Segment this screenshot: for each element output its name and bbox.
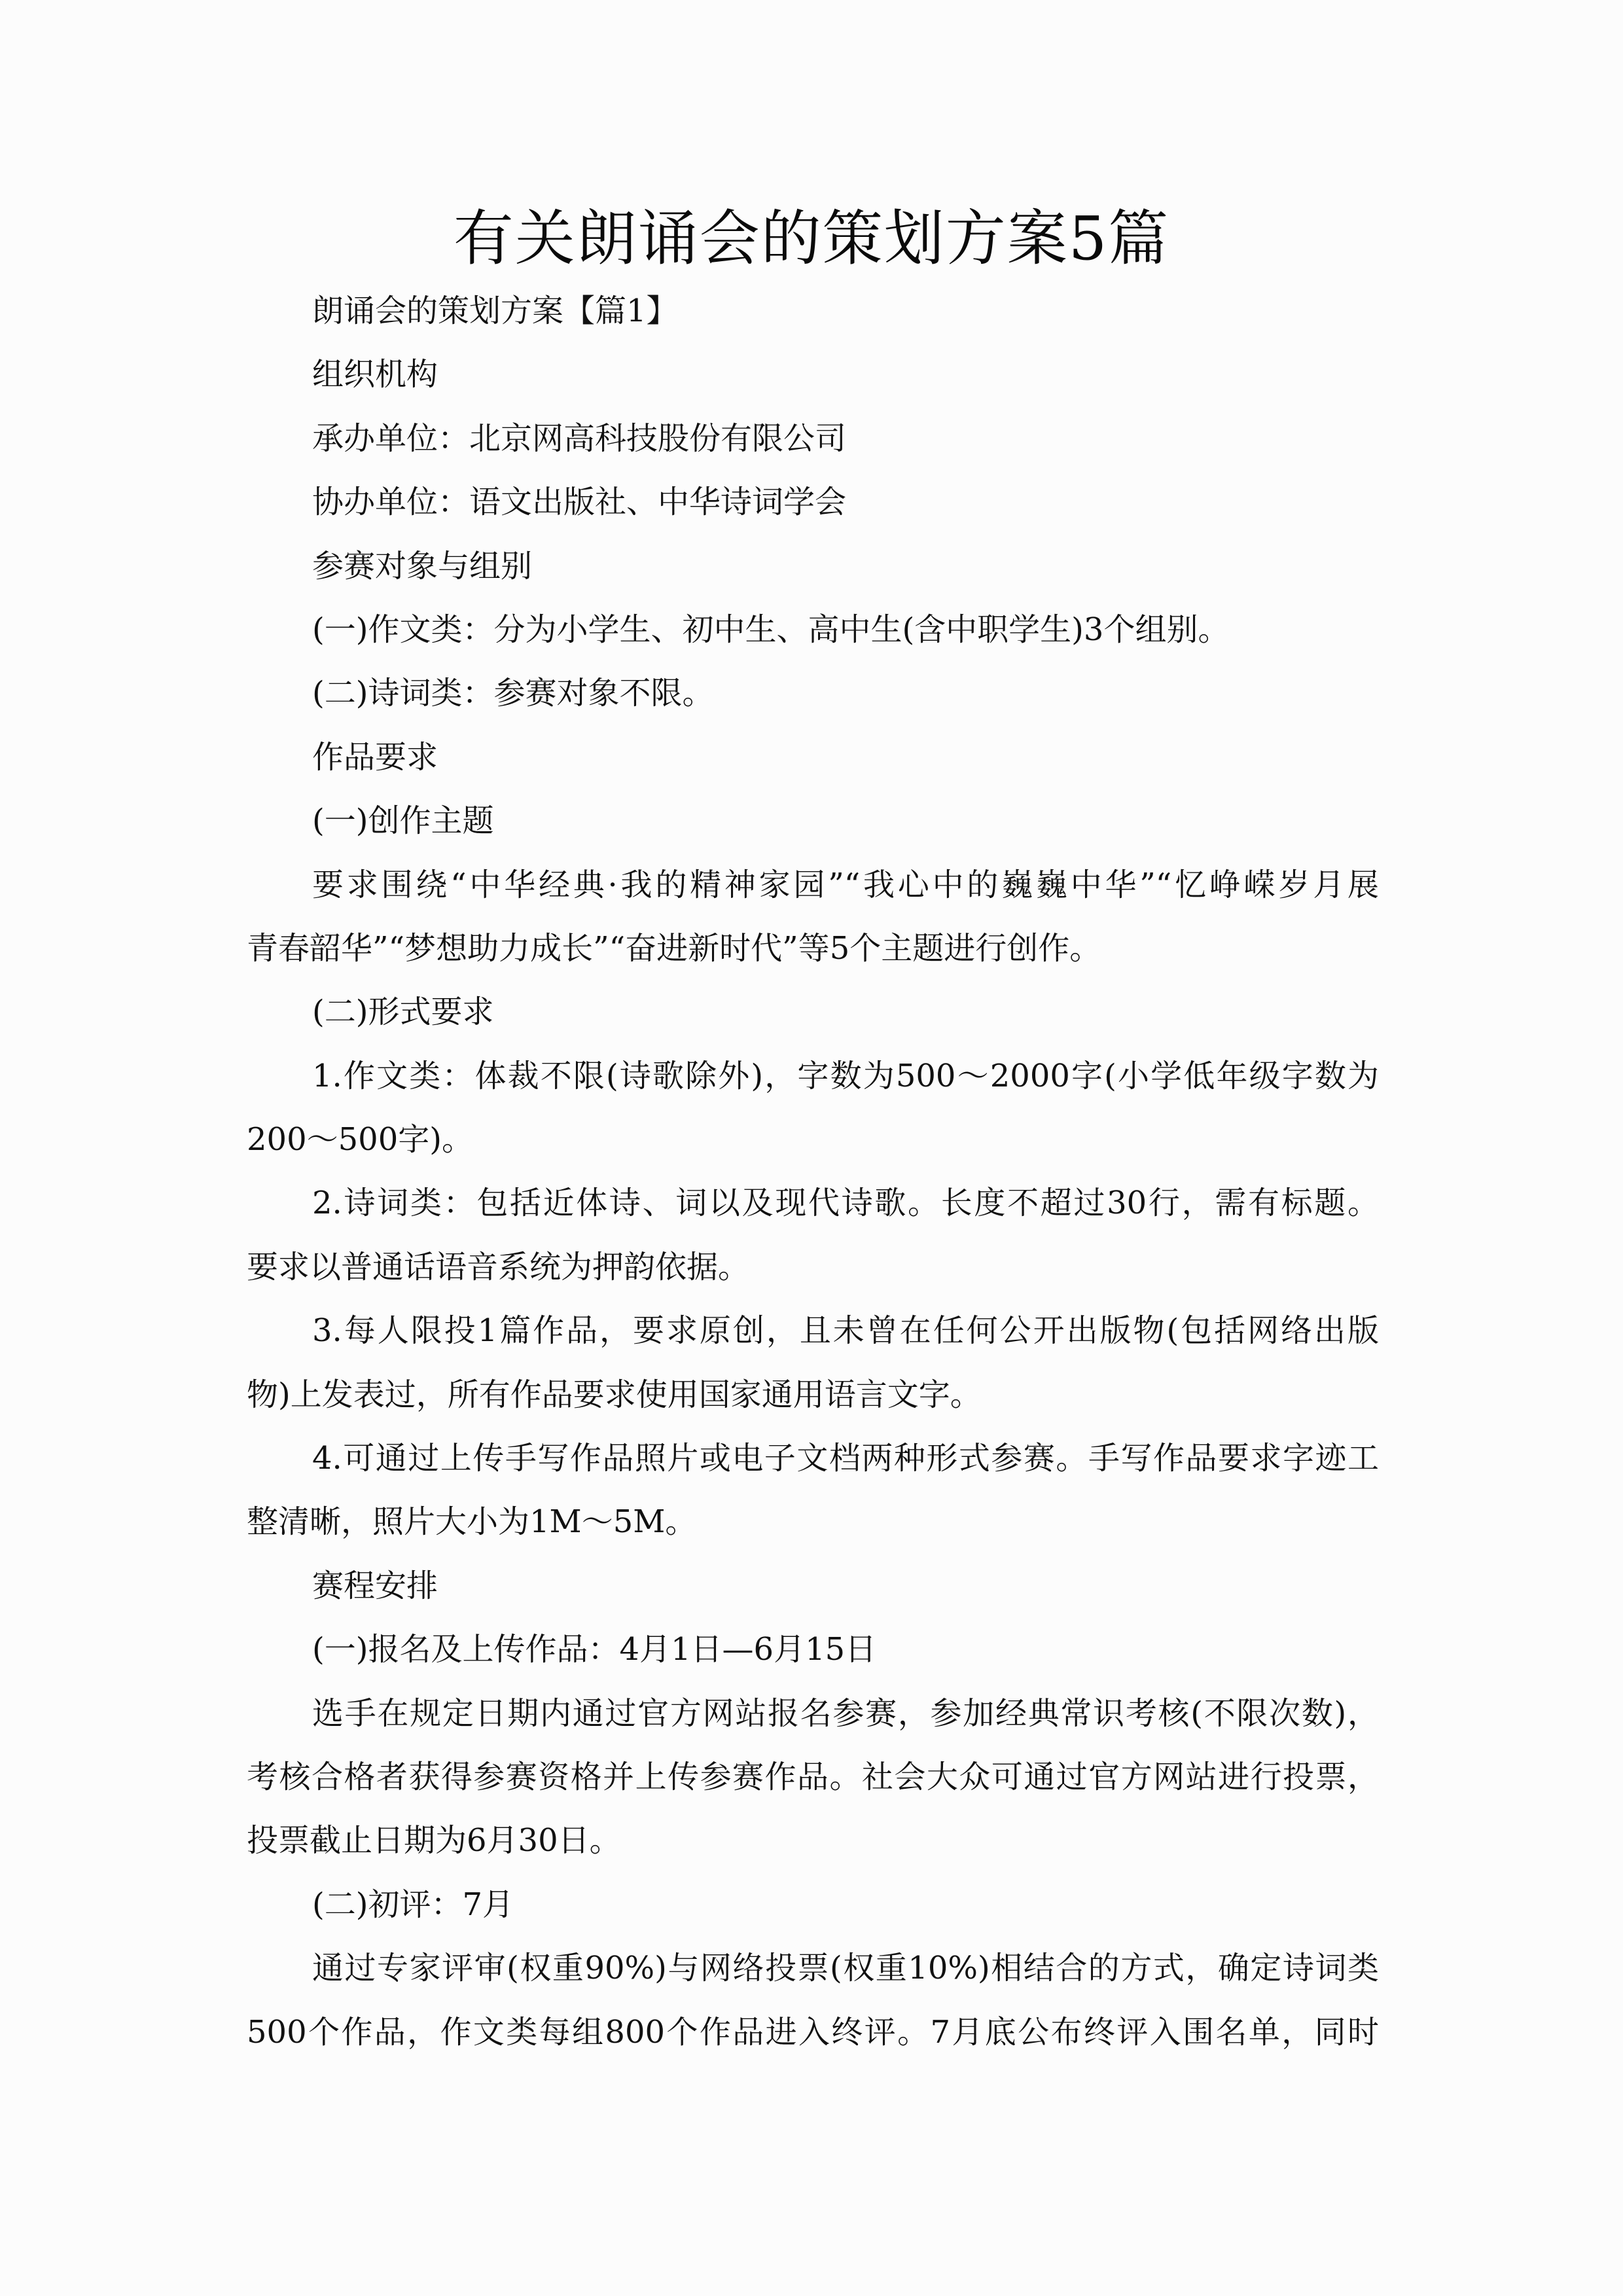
- rule-submission-limit: [247, 1299, 1379, 1427]
- paragraph-line: 考核合格者获得参赛资格并上传参赛作品。社会大众可通过官方网站进行投票，: [247, 1758, 1379, 1795]
- subheading-preliminary-review: [247, 1873, 1379, 1937]
- heading-schedule: [247, 1554, 1379, 1618]
- paragraph-line: (一)作文类：分为小学生、初中生、高中生(含中职学生)3个组别。: [312, 611, 1230, 648]
- paragraph-line: 组织机构: [312, 356, 438, 393]
- document-body: [247, 279, 1379, 2064]
- essay-category-groups: [247, 598, 1379, 662]
- paragraph-line: 要求以普通话语音系统为押韵依据。: [247, 1248, 750, 1285]
- paragraph-line: (二)诗词类：参赛对象不限。: [312, 675, 714, 712]
- paragraph-line: 1.作文类：体裁不限(诗歌除外)，字数为500～2000字(小学低年级字数为: [312, 1057, 1379, 1094]
- paragraph-line: 作品要求: [312, 738, 438, 776]
- heading-participants: [247, 535, 1379, 598]
- paragraph-line: 4.可通过上传手写作品照片或电子文档两种形式参赛。手写作品要求字迹工: [312, 1440, 1379, 1477]
- heading-work-requirements: [247, 726, 1379, 789]
- rule-poetry: [247, 1172, 1379, 1299]
- paragraph-line: 协办单位：语文出版社、中华诗词学会: [312, 484, 847, 521]
- preliminary-review-description: [247, 1937, 1379, 2064]
- rule-essay: [247, 1045, 1379, 1172]
- paragraph-line: (二)形式要求: [312, 994, 494, 1031]
- section-heading-part-1: [247, 279, 1379, 343]
- subheading-creative-theme: [247, 789, 1379, 853]
- paragraph-line: (一)创作主题: [312, 802, 494, 840]
- paragraph-line: 要求围绕“中华经典·我的精神家园”“我心中的巍巍中华”“忆峥嵘岁月展: [312, 866, 1379, 903]
- subheading-format-requirements: [247, 980, 1379, 1044]
- paragraph-line: 青春韶华”“梦想助力成长”“奋进新时代”等5个主题进行创作。: [247, 929, 1101, 967]
- paragraph-line: 物)上发表过，所有作品要求使用国家通用语言文字。: [247, 1376, 982, 1413]
- heading-organization: [247, 343, 1379, 406]
- subheading-registration: [247, 1618, 1379, 1681]
- paragraph-line: 投票截止日期为6月30日。: [247, 1822, 621, 1859]
- registration-description: [247, 1682, 1379, 1873]
- paragraph-line: 朗诵会的策划方案【篇1】: [312, 293, 678, 329]
- paragraph-line: 3.每人限投1篇作品，要求原创，且未曾在任何公开出版物(包括网络出版: [312, 1312, 1379, 1350]
- poetry-category-groups: [247, 662, 1379, 725]
- theme-description: [247, 853, 1379, 981]
- paragraph-line: 整清晰，照片大小为1M～5M。: [247, 1503, 697, 1541]
- paragraph-line: 200～500字)。: [247, 1121, 473, 1158]
- document-title: 有关朗诵会的策划方案5篇: [453, 204, 1170, 274]
- organizer-line: [247, 407, 1379, 471]
- paragraph-line: (二)初评：7月: [312, 1886, 514, 1923]
- paragraph-line: 选手在规定日期内通过官方网站报名参赛，参加经典常识考核(不限次数)，: [312, 1695, 1379, 1732]
- paragraph-line: 通过专家评审(权重90%)与网络投票(权重10%)相结合的方式，确定诗词类: [312, 1950, 1379, 1987]
- paragraph-line: 2.诗词类：包括近体诗、词以及现代诗歌。长度不超过30行，需有标题。: [312, 1185, 1379, 1222]
- paragraph-line: 500个作品，作文类每组800个作品进入终评。7月底公布终评入围名单，同时: [247, 2013, 1379, 2051]
- paragraph-line: 承办单位：北京网高科技股份有限公司: [312, 420, 847, 457]
- co-organizer-line: [247, 471, 1379, 534]
- paragraph-line: (一)报名及上传作品：4月1日—6月15日: [312, 1631, 877, 1668]
- paragraph-line: 参赛对象与组别: [312, 547, 533, 584]
- rule-upload-format: [247, 1427, 1379, 1554]
- paragraph-line: 赛程安排: [312, 1567, 438, 1604]
